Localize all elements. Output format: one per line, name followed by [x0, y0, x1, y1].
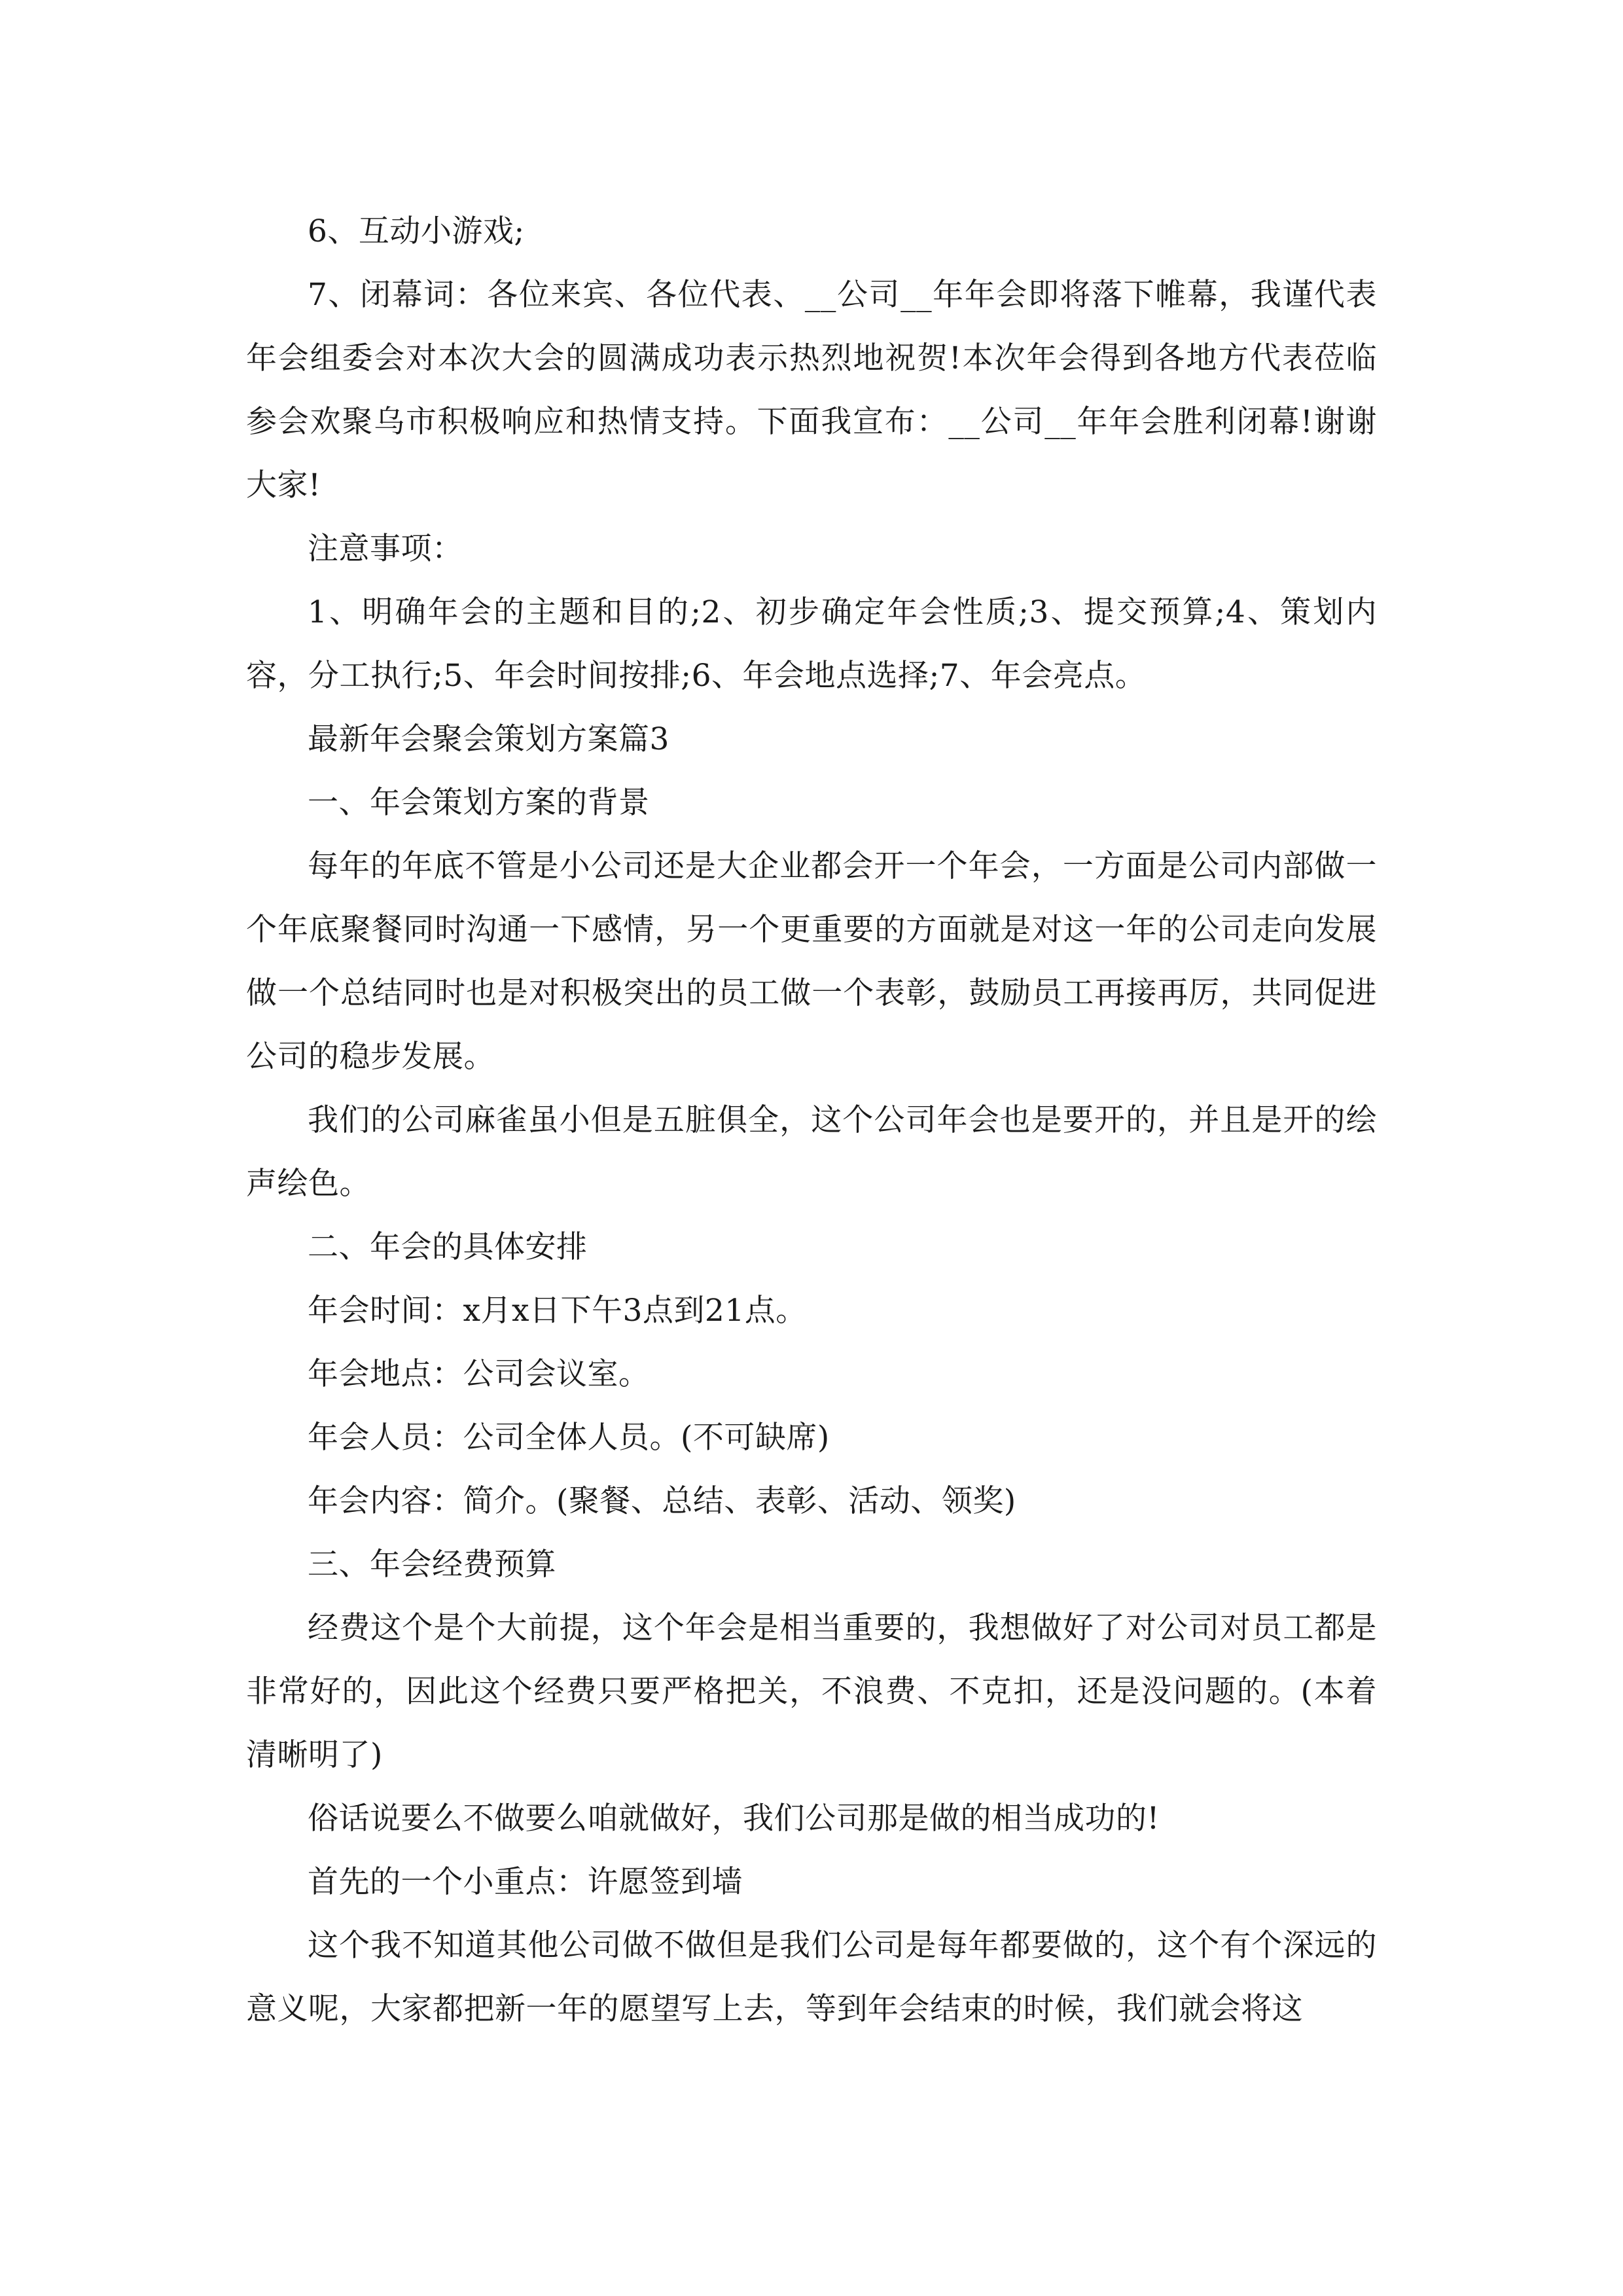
- section-heading: 最新年会聚会策划方案篇3: [308, 721, 669, 757]
- paragraph: 俗话说要么不做要么咱就做好，我们公司那是做的相当成功的!: [308, 1801, 1160, 1837]
- section-heading: 一、年会策划方案的背景: [308, 785, 650, 821]
- paragraph: 首先的一个小重点：许愿签到墙: [308, 1864, 743, 1900]
- paragraph: 1、明确年会的主题和目的;2、初步确定年会性质;3、提交预算;4、策划内容，分工执行;5、年会时间按排;6、年会地点选择;7、年会亮点。: [246, 594, 1377, 694]
- paragraph: 年会地点：公司会议室。: [308, 1356, 650, 1392]
- paragraph: 经费这个是个大前提，这个年会是相当重要的，我想做好了对公司对员工都是非常好的，因此这个经费只要严格把关，不浪费、不克扣，还是没问题的。(本着清晰明了): [246, 1610, 1377, 1773]
- section-heading: 三、年会经费预算: [308, 1547, 556, 1583]
- paragraph: 年会时间：x月x日下午3点到21点。: [308, 1293, 807, 1329]
- document-body: [246, 200, 1377, 2041]
- paragraph: 年会人员：公司全体人员。(不可缺席): [308, 1420, 830, 1456]
- paragraph: 这个我不知道其他公司做不做但是我们公司是每年都要做的，这个有个深远的意义呢，大家都把新一年的愿望写上去，等到年会结束的时候，我们就会将这: [246, 1928, 1377, 2027]
- paragraph: 6、互动小游戏;: [308, 213, 525, 249]
- paragraph: 我们的公司麻雀虽小但是五脏俱全，这个公司年会也是要开的，并且是开的绘声绘色。: [246, 1102, 1377, 1202]
- paragraph: 7、闭幕词：各位来宾、各位代表、__公司__年年会即将落下帷幕，我谨代表年会组委会对本次大会的圆满成功表示热烈地祝贺!本次年会得到各地方代表莅临参会欢聚乌市积极响应和热情支持。下面我宣布：__公司__年年会胜利闭幕!谢谢大家!: [246, 277, 1377, 503]
- section-heading: 二、年会的具体安排: [308, 1229, 588, 1265]
- paragraph: 注意事项：: [308, 531, 463, 567]
- paragraph: 每年的年底不管是小公司还是大企业都会开一个年会，一方面是公司内部做一个年底聚餐同时沟通一下感情，另一个更重要的方面就是对这一年的公司走向发展做一个总结同时也是对积极突出的员工做一个表彰，鼓励员工再接再厉，共同促进公司的稳步发展。: [246, 848, 1377, 1075]
- paragraph: 年会内容：简介。(聚餐、总结、表彰、活动、领奖): [308, 1483, 1016, 1519]
